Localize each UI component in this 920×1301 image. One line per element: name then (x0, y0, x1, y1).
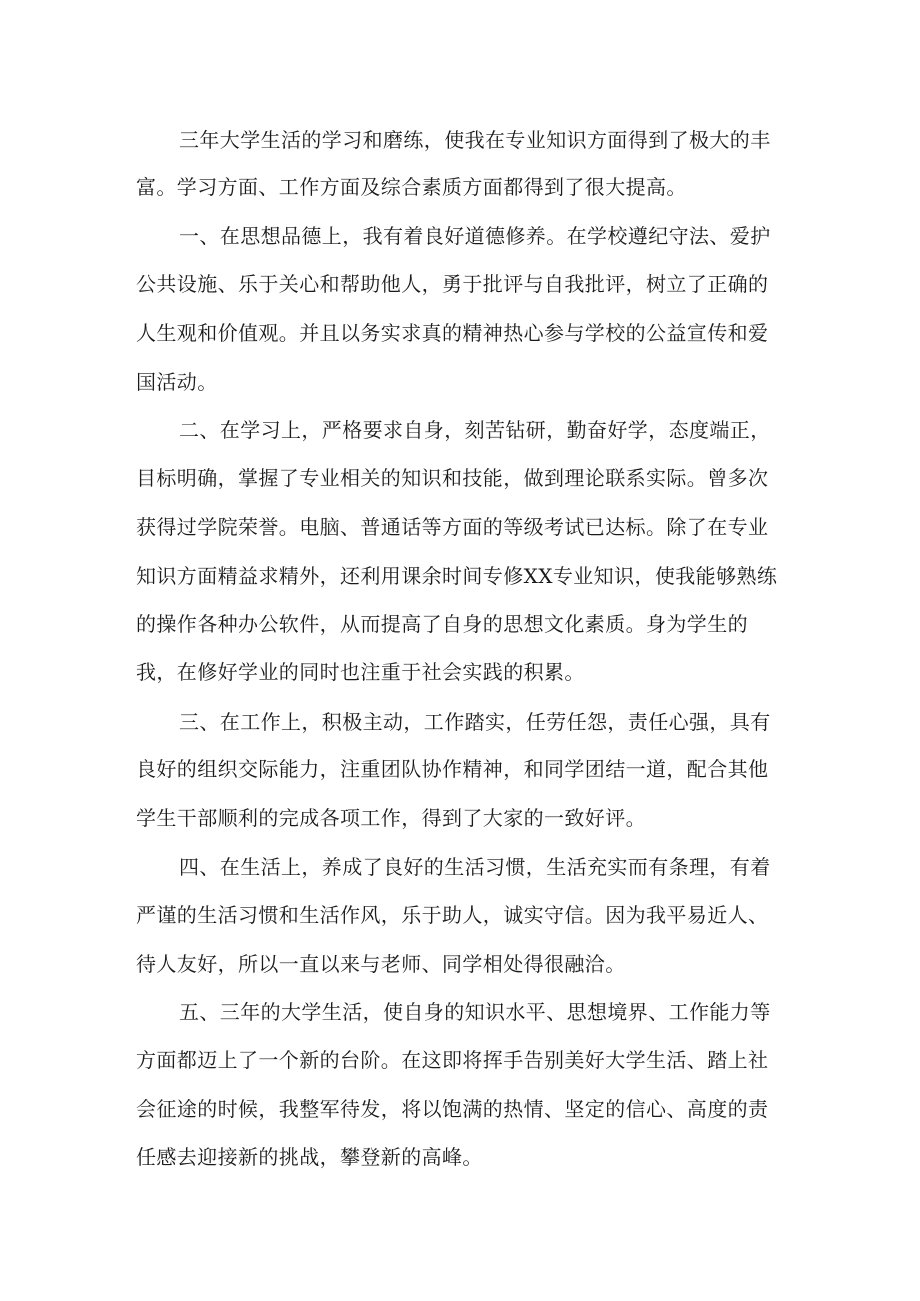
paragraph-1-line-1: 三年大学生活的学习和磨练，使我在专业知识方面得到了极大的丰 (179, 128, 771, 152)
paragraph-2-line-4: 国活动。 (136, 370, 218, 394)
paragraph-2-line-3: 人生观和价值观。并且以务实求真的精神热心参与学校的公益宣传和爱 (136, 321, 769, 345)
paragraph-4-line-3: 学生干部顺利的完成各项工作，得到了大家的一致好评。 (136, 806, 646, 830)
paragraph-6-line-4: 任感去迎接新的挑战，攀登新的高峰。 (136, 1145, 483, 1169)
paragraph-6-line-1: 五、三年的大学生活，使自身的知识水平、思想境界、工作能力等 (179, 1000, 771, 1024)
paragraph-3-line-4: 知识方面精益求精外，还利用课余时间专修XX专业知识，使我能够熟练 (136, 564, 778, 588)
paragraph-3-line-6: 我，在修好学业的同时也注重于社会实践的积累。 (136, 660, 585, 684)
paragraph-3-line-1: 二、在学习上，严格要求自身，刻苦钻研，勤奋好学，态度端正， (179, 418, 771, 442)
paragraph-4-line-1: 三、在工作上，积极主动，工作踏实，任劳任怨，责任心强，具有 (179, 710, 771, 734)
paragraph-4-line-2: 良好的组织交际能力，注重团队协作精神，和同学团结一道，配合其他 (136, 757, 769, 781)
paragraph-2-line-1: 一、在思想品德上，我有着良好道德修养。在学校遵纪守法、爱护 (179, 224, 771, 248)
paragraph-6-line-2: 方面都迈上了一个新的台阶。在这即将挥手告别美好大学生活、踏上社 (136, 1048, 769, 1072)
paragraph-5-line-3: 待人友好，所以一直以来与老师、同学相处得很融洽。 (136, 952, 626, 976)
paragraph-5-line-2: 严谨的生活习惯和生活作风，乐于助人，诚实守信。因为我平易近人、 (136, 903, 769, 927)
paragraph-1-line-2: 富。学习方面、工作方面及综合素质方面都得到了很大提高。 (136, 175, 687, 199)
paragraph-6-line-3: 会征途的时候，我整军待发，将以饱满的热情、坚定的信心、高度的责 (136, 1097, 769, 1121)
paragraph-3-line-2: 目标明确，掌握了专业相关的知识和技能，做到理论联系实际。曾多次 (136, 466, 769, 490)
paragraph-5-line-1: 四、在生活上，养成了良好的生活习惯，生活充实而有条理，有着 (179, 855, 771, 879)
paragraph-3-line-3: 获得过学院荣誉。电脑、普通话等方面的等级考试已达标。除了在专业 (136, 515, 769, 539)
paragraph-3-line-5: 的操作各种办公软件，从而提高了自身的思想文化素质。身为学生的 (136, 612, 748, 636)
paragraph-2-line-2: 公共设施、乐于关心和帮助他人，勇于批评与自我批评，树立了正确的 (136, 272, 769, 296)
